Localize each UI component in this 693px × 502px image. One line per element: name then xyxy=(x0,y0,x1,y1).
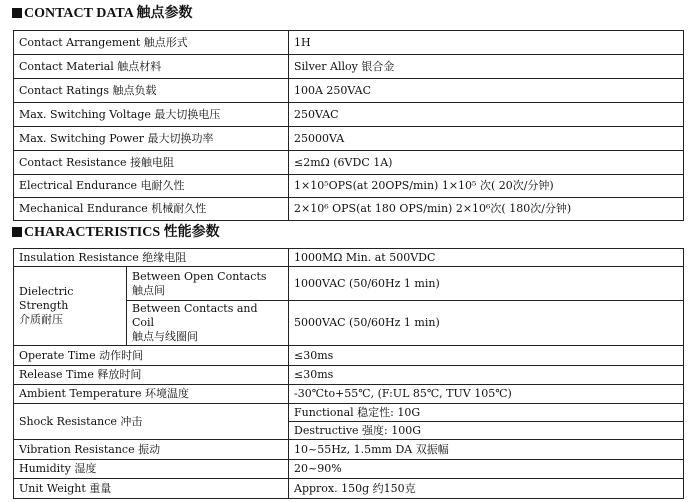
table-row xyxy=(14,346,684,366)
table-row xyxy=(14,79,684,103)
contact-data-title: CONTACT DATA 触点参数 xyxy=(24,6,193,21)
row-value: 20~90% xyxy=(289,460,684,479)
row-value: 1×10⁵OPS(at 20OPS/min) 1×10⁵ 次( 20次/分钟) xyxy=(289,175,684,198)
characteristics-table xyxy=(13,248,684,499)
row-value: Silver Alloy 银合金 xyxy=(289,55,684,79)
row-label: Contact Resistance 接触电阻 xyxy=(14,151,289,175)
row-label: Release Time 释放时间 xyxy=(14,366,289,385)
characteristics-title: CHARACTERISTICS 性能参数 xyxy=(24,225,220,240)
table-row xyxy=(14,385,684,404)
row-value: 1000MΩ Min. at 500VDC xyxy=(289,249,684,267)
open-contacts-en: Between Open Contacts xyxy=(132,269,267,283)
row-label: Mechanical Endurance 机械耐久性 xyxy=(14,198,289,221)
row-label: Max. Switching Power 最大切换功率 xyxy=(14,127,289,151)
square-bullet-icon xyxy=(12,8,22,18)
dielectric-label-cn: 介质耐压 xyxy=(19,313,63,326)
row-value: 25000VA xyxy=(289,127,684,151)
dielectric-strength-label xyxy=(14,267,127,346)
row-value: Functional 稳定性: 10G xyxy=(289,404,684,422)
table-row xyxy=(14,31,684,55)
row-value: Destructive 强度: 100G xyxy=(289,422,684,440)
table-row xyxy=(14,55,684,79)
row-label: Ambient Temperature 环境温度 xyxy=(14,385,289,404)
table-row xyxy=(14,479,684,499)
dielectric-label-en: Dielectric Strength xyxy=(19,285,74,312)
contact-data-table xyxy=(13,30,684,221)
table-row xyxy=(14,151,684,175)
table-row xyxy=(14,249,684,267)
row-value: 100A 250VAC xyxy=(289,79,684,103)
between-open-contacts-label xyxy=(127,267,289,301)
contacts-coil-en: Between Contacts and Coil xyxy=(132,302,258,329)
table-row xyxy=(14,267,684,301)
row-label: Operate Time 动作时间 xyxy=(14,346,289,366)
table-row xyxy=(14,440,684,460)
contacts-coil-cn: 触点与线圈间 xyxy=(132,330,198,343)
row-label: Electrical Endurance 电耐久性 xyxy=(14,175,289,198)
row-label: Contact Material 触点材料 xyxy=(14,55,289,79)
table-row xyxy=(14,127,684,151)
row-value: Approx. 150g 约150克 xyxy=(289,479,684,499)
row-label: Vibration Resistance 振动 xyxy=(14,440,289,460)
row-label: Humidity 湿度 xyxy=(14,460,289,479)
row-value: 250VAC xyxy=(289,103,684,127)
row-value: 1000VAC (50/60Hz 1 min) xyxy=(289,267,684,301)
table-row xyxy=(14,404,684,422)
row-value: 5000VAC (50/60Hz 1 min) xyxy=(289,301,684,346)
row-value: 1H xyxy=(289,31,684,55)
open-contacts-cn: 触点间 xyxy=(132,283,165,297)
table-row xyxy=(14,198,684,221)
row-label: Contact Arrangement 触点形式 xyxy=(14,31,289,55)
table-row xyxy=(14,460,684,479)
row-value: -30℃to+55℃, (F:UL 85℃, TUV 105℃) xyxy=(289,385,684,404)
row-value: 10~55Hz, 1.5mm DA 双振幅 xyxy=(289,440,684,460)
contact-data-heading xyxy=(12,6,193,22)
table-row xyxy=(14,103,684,127)
table-row xyxy=(14,366,684,385)
row-label: Shock Resistance 冲击 xyxy=(14,404,289,440)
characteristics-heading xyxy=(12,225,220,241)
square-bullet-icon xyxy=(12,227,22,237)
row-value: 2×10⁶ OPS(at 180 OPS/min) 2×10⁶次( 180次/分钟) xyxy=(289,198,684,221)
between-contacts-coil-label xyxy=(127,301,289,346)
row-value: ≤30ms xyxy=(289,366,684,385)
table-row xyxy=(14,175,684,198)
row-value: ≤30ms xyxy=(289,346,684,366)
row-label: Contact Ratings 触点负载 xyxy=(14,79,289,103)
row-label: Max. Switching Voltage 最大切换电压 xyxy=(14,103,289,127)
row-label: Unit Weight 重量 xyxy=(14,479,289,499)
row-value: ≤2mΩ (6VDC 1A) xyxy=(289,151,684,175)
row-label: Insulation Resistance 绝缘电阻 xyxy=(14,249,289,267)
